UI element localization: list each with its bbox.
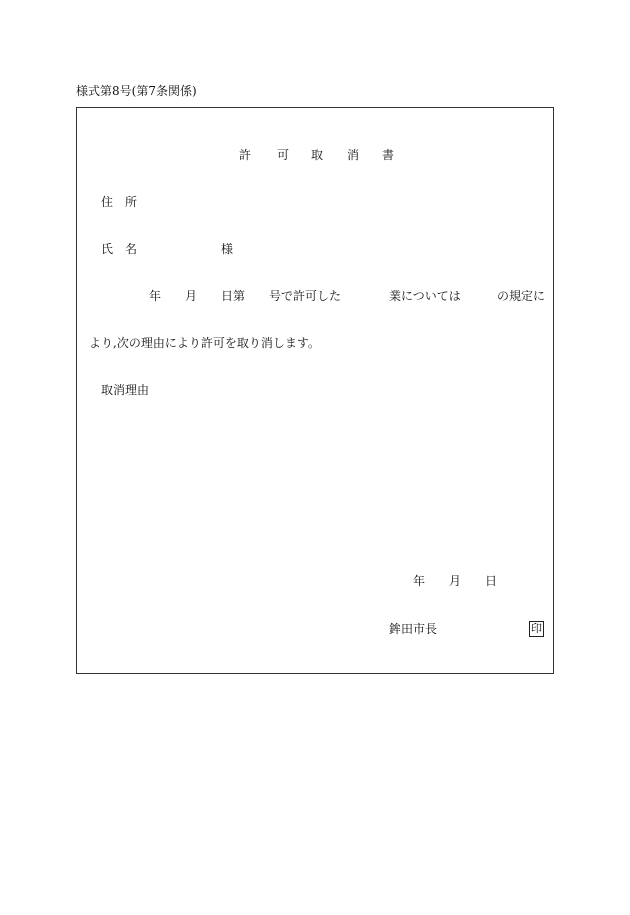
date-year: 年 — [413, 574, 426, 588]
honorific: 様 — [221, 242, 234, 256]
address-label-char: 所 — [125, 195, 138, 209]
title-char: 書 — [382, 148, 395, 162]
title-char: 許 — [239, 148, 252, 162]
body-day-number: 日第 — [221, 289, 246, 303]
name-label-char: 氏 — [101, 242, 114, 256]
address-label-char: 住 — [101, 195, 114, 209]
name-label-char: 名 — [125, 242, 138, 256]
body-permitted: 号で許可した — [269, 289, 342, 303]
date-day: 日 — [485, 574, 498, 588]
title-char: 取 — [311, 148, 324, 162]
seal-mark: 印 — [531, 622, 542, 635]
body-rule: の規定に — [497, 289, 546, 303]
form-frame — [76, 107, 554, 674]
body-business: 業については — [389, 289, 461, 303]
body-month: 月 — [185, 289, 198, 303]
body-year: 年 — [149, 289, 162, 303]
title-char: 消 — [347, 148, 360, 162]
date-month: 月 — [449, 574, 462, 588]
reason-label: 取消理由 — [101, 383, 150, 397]
issuer-name: 鉾田市長 — [389, 622, 438, 636]
form-number: 様式第8号(第7条関係) — [76, 84, 197, 98]
body-line-2: より,次の理由により許可を取り消します。 — [89, 336, 320, 350]
title-char: 可 — [277, 148, 290, 162]
